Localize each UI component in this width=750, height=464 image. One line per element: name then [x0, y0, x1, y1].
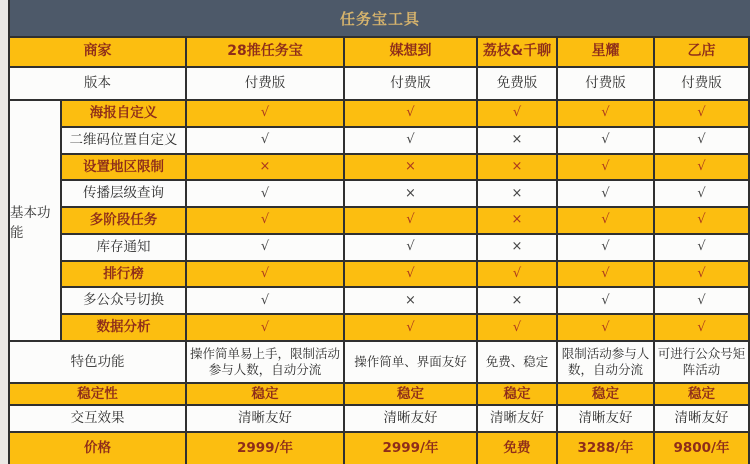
check-mark-icon: √: [697, 212, 706, 228]
feature-row-label: 海报自定义: [62, 101, 187, 126]
check-mark-icon: √: [601, 319, 610, 335]
comparison-table: [8, 0, 750, 464]
special-features-cell: 免费、稳定: [478, 342, 558, 382]
basic-features-section: [10, 101, 750, 342]
check-mark-icon: √: [260, 212, 270, 228]
check-mark-icon: √: [697, 239, 706, 255]
feature-value-cell: [187, 315, 345, 340]
price-cell: 2999/年: [345, 433, 478, 464]
interaction-row: [10, 406, 750, 433]
price-cell: 3288/年: [558, 433, 655, 464]
feature-row: [62, 101, 750, 128]
check-mark-icon: √: [697, 132, 706, 148]
cross-mark-icon: ×: [405, 292, 416, 308]
check-mark-icon: √: [406, 265, 415, 281]
stability-cell: 稳定: [655, 384, 750, 404]
check-mark-icon: √: [601, 158, 610, 174]
special-features-row: [10, 342, 750, 384]
feature-row-label: 多阶段任务: [62, 208, 187, 233]
version-cell: 付费版: [187, 68, 345, 99]
feature-value-cell: [345, 128, 478, 153]
check-mark-icon: √: [697, 105, 706, 121]
feature-value-cell: [478, 315, 558, 340]
version-row-label: 版本: [10, 68, 187, 99]
feature-value-cell: [478, 288, 558, 313]
interaction-cell: 清晰友好: [655, 406, 750, 431]
feature-value-cell: [187, 262, 345, 287]
check-mark-icon: √: [260, 319, 270, 335]
basic-features-group-label: 基本功能: [10, 101, 62, 342]
check-mark-icon: √: [406, 132, 415, 148]
feature-value-cell: [345, 208, 478, 233]
cross-mark-icon: ×: [511, 212, 523, 228]
feature-row: [62, 315, 750, 342]
feature-value-cell: [655, 181, 750, 206]
feature-value-cell: [187, 288, 345, 313]
feature-value-cell: [558, 128, 655, 153]
feature-row: [62, 262, 750, 289]
cross-mark-icon: ×: [511, 292, 523, 308]
stability-cell: 稳定: [558, 384, 655, 404]
feature-value-cell: [345, 155, 478, 180]
feature-value-cell: [558, 315, 655, 340]
version-cell: 付费版: [345, 68, 478, 99]
check-mark-icon: √: [601, 292, 610, 308]
check-mark-icon: √: [260, 265, 270, 281]
check-mark-icon: √: [406, 212, 415, 228]
interaction-cell: 清晰友好: [187, 406, 345, 431]
check-mark-icon: √: [697, 265, 706, 281]
feature-value-cell: [655, 235, 750, 260]
feature-row: [62, 181, 750, 208]
vendor-column-header: 媒想到: [345, 38, 478, 66]
check-mark-icon: √: [406, 239, 415, 255]
check-mark-icon: √: [406, 105, 415, 121]
cross-mark-icon: ×: [511, 185, 523, 201]
cross-mark-icon: ×: [511, 239, 523, 255]
feature-value-cell: [187, 155, 345, 180]
feature-value-cell: [558, 262, 655, 287]
feature-row-label: 库存通知: [62, 235, 187, 260]
feature-value-cell: [345, 101, 478, 126]
version-cell: 付费版: [655, 68, 750, 99]
feature-value-cell: [478, 235, 558, 260]
feature-value-cell: [345, 288, 478, 313]
feature-value-cell: [478, 128, 558, 153]
check-mark-icon: √: [601, 239, 610, 255]
check-mark-icon: √: [260, 132, 270, 148]
cross-mark-icon: ×: [511, 158, 523, 174]
vendor-column-header: 28推任务宝: [187, 38, 345, 66]
feature-value-cell: [558, 181, 655, 206]
stability-cell: 稳定: [478, 384, 558, 404]
feature-value-cell: [345, 262, 478, 287]
check-mark-icon: √: [601, 132, 610, 148]
version-row: [10, 68, 750, 101]
feature-value-cell: [655, 288, 750, 313]
feature-value-cell: [558, 235, 655, 260]
check-mark-icon: √: [512, 265, 522, 281]
table-title: 任务宝工具: [10, 0, 750, 38]
vendor-column-header: 星耀: [558, 38, 655, 66]
interaction-label: 交互效果: [10, 406, 187, 431]
feature-value-cell: [187, 128, 345, 153]
feature-value-cell: [558, 101, 655, 126]
cross-mark-icon: ×: [405, 185, 416, 201]
feature-value-cell: [655, 315, 750, 340]
feature-value-cell: [345, 181, 478, 206]
feature-value-cell: [187, 101, 345, 126]
feature-value-cell: [478, 262, 558, 287]
feature-row-label: 设置地区限制: [62, 155, 187, 180]
feature-row: [62, 155, 750, 182]
feature-value-cell: [655, 208, 750, 233]
price-row: [10, 433, 750, 464]
cross-mark-icon: ×: [259, 158, 271, 174]
check-mark-icon: √: [601, 105, 610, 121]
check-mark-icon: √: [260, 185, 270, 201]
feature-row-label: 二维码位置自定义: [62, 128, 187, 153]
check-mark-icon: √: [697, 185, 706, 201]
stability-cell: 稳定: [187, 384, 345, 404]
feature-row: [62, 208, 750, 235]
price-cell: 9800/年: [655, 433, 750, 464]
vendor-column-header: 乙店: [655, 38, 750, 66]
version-cell: 付费版: [558, 68, 655, 99]
vendor-header-row: [10, 38, 750, 68]
feature-value-cell: [478, 208, 558, 233]
feature-value-cell: [655, 262, 750, 287]
feature-row-label: 传播层级查询: [62, 181, 187, 206]
feature-row: [62, 128, 750, 155]
feature-value-cell: [478, 101, 558, 126]
interaction-cell: 清晰友好: [345, 406, 478, 431]
feature-value-cell: [478, 155, 558, 180]
merchant-header-label: 商家: [10, 38, 187, 66]
interaction-cell: 清晰友好: [478, 406, 558, 431]
stability-label: 稳定性: [10, 384, 187, 404]
check-mark-icon: √: [512, 105, 522, 121]
feature-value-cell: [345, 315, 478, 340]
cross-mark-icon: ×: [405, 158, 416, 174]
special-features-cell: 操作简单易上手，限制活动参与人数，自动分流: [187, 342, 345, 382]
price-cell: 免费: [478, 433, 558, 464]
feature-value-cell: [558, 155, 655, 180]
check-mark-icon: √: [601, 212, 610, 228]
feature-value-cell: [187, 235, 345, 260]
feature-row-label: 多公众号切换: [62, 288, 187, 313]
check-mark-icon: √: [260, 239, 270, 255]
feature-row: [62, 288, 750, 315]
interaction-cell: 清晰友好: [558, 406, 655, 431]
check-mark-icon: √: [697, 319, 706, 335]
special-features-cell: 可进行公众号矩阵活动: [655, 342, 750, 382]
feature-value-cell: [655, 155, 750, 180]
feature-value-cell: [187, 208, 345, 233]
version-cell: 免费版: [478, 68, 558, 99]
feature-value-cell: [655, 101, 750, 126]
check-mark-icon: √: [512, 319, 522, 335]
feature-row: [62, 235, 750, 262]
check-mark-icon: √: [601, 185, 610, 201]
vendor-column-header: 荔枝&千聊: [478, 38, 558, 66]
feature-value-cell: [345, 235, 478, 260]
feature-value-cell: [478, 181, 558, 206]
feature-value-cell: [558, 208, 655, 233]
stability-cell: 稳定: [345, 384, 478, 404]
check-mark-icon: √: [697, 292, 706, 308]
check-mark-icon: √: [260, 105, 270, 121]
check-mark-icon: √: [601, 265, 610, 281]
special-features-cell: 操作简单、界面友好: [345, 342, 478, 382]
feature-row-label: 排行榜: [62, 262, 187, 287]
special-features-label: 特色功能: [10, 342, 187, 382]
stability-row: [10, 384, 750, 406]
feature-value-cell: [558, 288, 655, 313]
price-cell: 2999/年: [187, 433, 345, 464]
feature-row-label: 数据分析: [62, 315, 187, 340]
feature-value-cell: [187, 181, 345, 206]
cross-mark-icon: ×: [511, 132, 523, 148]
check-mark-icon: √: [697, 158, 706, 174]
feature-value-cell: [655, 128, 750, 153]
special-features-cell: 限制活动参与人数，自动分流: [558, 342, 655, 382]
price-label: 价格: [10, 433, 187, 464]
check-mark-icon: √: [260, 292, 270, 308]
check-mark-icon: √: [406, 319, 415, 335]
